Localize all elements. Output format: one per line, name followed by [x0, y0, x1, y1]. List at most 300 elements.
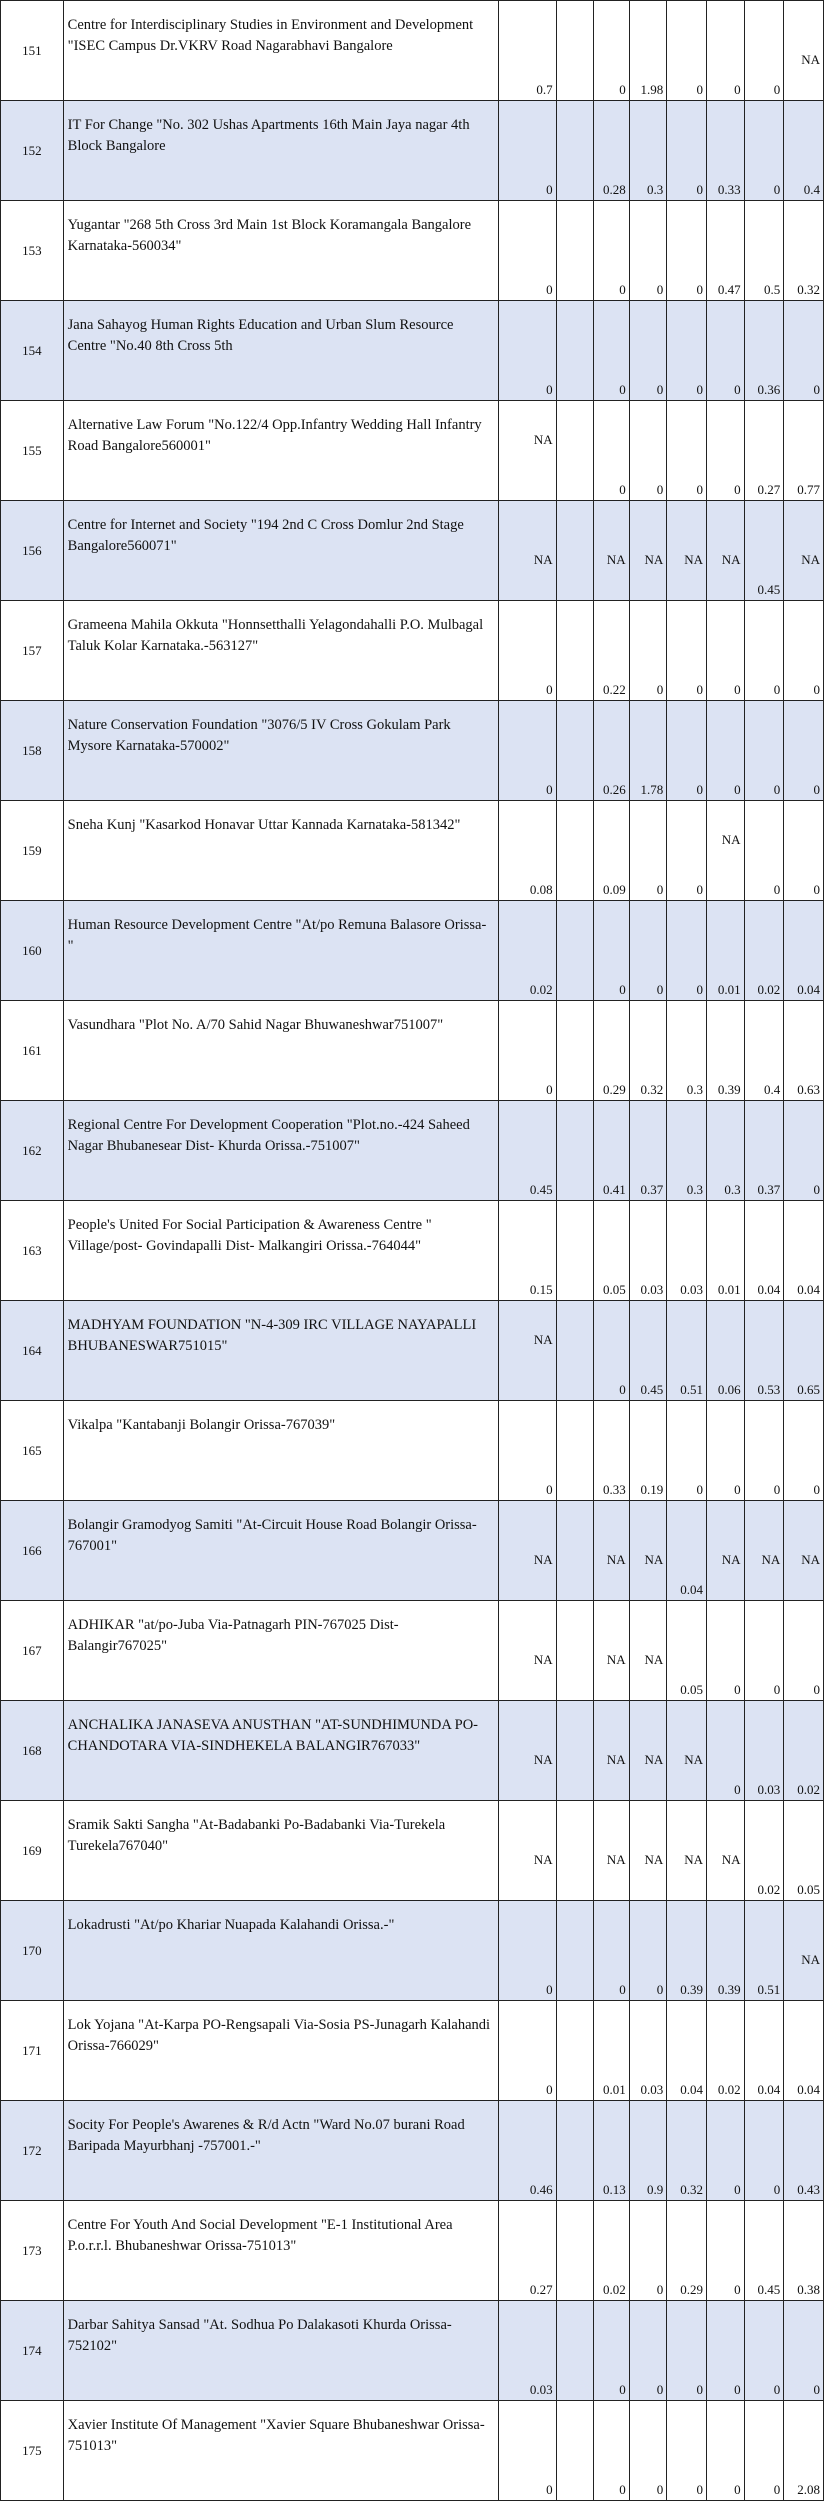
value-cell — [499, 1301, 556, 1401]
cell-value: 0.04 — [797, 982, 820, 997]
cell-value: 0.39 — [717, 1082, 741, 1097]
value-cell — [667, 301, 707, 401]
cell-value: 0.33 — [717, 182, 741, 197]
row-number: 168 — [1, 1701, 64, 1801]
organization-name-address: MADHYAM FOUNDATION "N-4-309 IRC VILLAGE NAYAPALLI BHUBANESWAR751015" — [63, 1301, 499, 1401]
cell-value: 0 — [656, 2482, 664, 2497]
value-cell — [556, 701, 594, 801]
cell-value: 0.04 — [797, 2082, 820, 2097]
cell-value: 0.03 — [529, 2382, 553, 2397]
row-number: 170 — [1, 1901, 64, 2001]
organization-name-address: Centre for Interdisciplinary Studies in Environment and Development "ISEC Campus Dr.VKRV Road Nagarabhavi Bangalore — [63, 1, 499, 101]
value-cell — [556, 301, 594, 401]
cell-value: 0 — [546, 182, 553, 197]
table-row — [1, 201, 824, 301]
value-cell — [784, 801, 824, 901]
value-cell — [556, 2001, 594, 2101]
row-number: 153 — [1, 201, 64, 301]
cell-value: 0.26 — [602, 782, 626, 797]
cell-value: 0.05 — [680, 1682, 703, 1697]
cell-value: 0 — [546, 682, 553, 697]
value-cell — [667, 1001, 707, 1101]
row-number: 154 — [1, 301, 64, 401]
value-cell — [744, 1901, 784, 2001]
cell-value: NA — [684, 552, 703, 567]
cell-value: 0.02 — [757, 1882, 781, 1897]
value-cell — [556, 2101, 594, 2201]
value-cell — [556, 801, 594, 901]
cell-value: 0.04 — [680, 1582, 703, 1597]
cell-value: 0.02 — [757, 982, 781, 997]
value-cell — [706, 2401, 744, 2501]
value-cell — [499, 2401, 556, 2501]
table-row — [1, 1, 824, 101]
cell-value: NA — [606, 552, 626, 567]
value-cell — [499, 1001, 556, 1101]
value-cell — [629, 301, 667, 401]
value-cell — [499, 101, 556, 201]
value-cell — [706, 901, 744, 1001]
value-cell — [784, 1501, 824, 1601]
organization-name-address: Xavier Institute Of Management "Xavier Square Bhubaneshwar Orissa-751013" — [63, 2401, 499, 2501]
value-cell — [629, 101, 667, 201]
value-cell — [784, 1401, 824, 1501]
cell-value: 0 — [773, 2182, 781, 2197]
cell-value: 0.05 — [602, 1282, 626, 1297]
value-cell — [706, 1601, 744, 1701]
cell-value: 0.37 — [640, 1182, 664, 1197]
value-cell — [667, 801, 707, 901]
table-row — [1, 901, 824, 1001]
value-cell — [706, 1301, 744, 1401]
cell-value: 0.02 — [797, 1782, 820, 1797]
cell-value: 0.3 — [686, 1182, 703, 1197]
value-cell — [744, 1601, 784, 1701]
value-cell — [499, 2001, 556, 2101]
value-cell — [784, 1701, 824, 1801]
value-cell — [499, 2101, 556, 2201]
cell-value: 0.09 — [602, 882, 626, 897]
value-cell — [499, 1, 556, 101]
cell-value: 0 — [619, 1982, 626, 1997]
value-cell — [667, 701, 707, 801]
cell-value: 0.3 — [686, 1082, 703, 1097]
organization-name-address: People's United For Social Participation & Awareness Centre " Village/post- Govindapalli Dist- Malkangiri Orissa.-764044" — [63, 1201, 499, 1301]
value-cell — [499, 401, 556, 501]
value-cell — [594, 1301, 630, 1401]
value-cell — [744, 301, 784, 401]
value-cell — [784, 301, 824, 401]
value-cell — [594, 1701, 630, 1801]
cell-value: NA — [606, 1852, 626, 1867]
cell-value: 0 — [696, 2382, 703, 2397]
cell-value: 0.06 — [717, 1382, 741, 1397]
cell-value: NA — [644, 1652, 664, 1667]
value-cell — [594, 1801, 630, 1901]
table-row — [1, 1301, 824, 1401]
value-cell — [706, 1001, 744, 1101]
cell-value: 0 — [619, 982, 626, 997]
cell-value: 0 — [619, 2482, 626, 2497]
cell-value: 0 — [734, 2282, 741, 2297]
table-row — [1, 401, 824, 501]
cell-value: NA — [606, 1652, 626, 1667]
value-cell — [556, 2401, 594, 2501]
organization-name-address: Yugantar "268 5th Cross 3rd Main 1st Block Koramangala Bangalore Karnataka-560034" — [63, 201, 499, 301]
cell-value: 0.38 — [797, 2282, 820, 2297]
table-row — [1, 1201, 824, 1301]
value-cell — [499, 801, 556, 901]
table-row — [1, 2201, 824, 2301]
value-cell — [667, 2101, 707, 2201]
cell-value: 0 — [773, 1482, 781, 1497]
cell-value: 0.65 — [797, 1382, 820, 1397]
cell-value: 0.9 — [647, 2182, 664, 2197]
cell-value: 2.08 — [797, 2482, 820, 2497]
cell-value: 0 — [773, 82, 781, 97]
cell-value: 0.02 — [529, 982, 553, 997]
value-cell — [784, 901, 824, 1001]
cell-value: 0 — [734, 1782, 741, 1797]
cell-value: 0.19 — [640, 1482, 664, 1497]
table-body — [1, 1, 824, 2501]
value-cell — [556, 1901, 594, 2001]
cell-value: 0 — [546, 2082, 553, 2097]
row-number: 167 — [1, 1601, 64, 1701]
value-cell — [706, 801, 744, 901]
row-number: 158 — [1, 701, 64, 801]
cell-value: NA — [644, 1752, 664, 1767]
organization-name-address: Lok Yojana "At-Karpa PO-Rengsapali Via-Sosia PS-Junagarh Kalahandi Orissa-766029" — [63, 2001, 499, 2101]
value-cell — [499, 301, 556, 401]
value-cell — [784, 1001, 824, 1101]
value-cell — [594, 901, 630, 1001]
row-number: 172 — [1, 2101, 64, 2201]
value-cell — [629, 501, 667, 601]
row-number: 159 — [1, 801, 64, 901]
cell-value: 0 — [696, 782, 703, 797]
value-cell — [744, 801, 784, 901]
cell-value: 0.47 — [717, 282, 741, 297]
cell-value: 0 — [734, 1482, 741, 1497]
value-cell — [667, 2401, 707, 2501]
cell-value: 0 — [546, 2482, 553, 2497]
value-cell — [744, 101, 784, 201]
value-cell — [499, 701, 556, 801]
value-cell — [556, 201, 594, 301]
value-cell — [667, 1401, 707, 1501]
organization-name-address: Jana Sahayog Human Rights Education and Urban Slum Resource Centre "No.40 8th Cross 5th — [63, 301, 499, 401]
row-number: 165 — [1, 1401, 64, 1501]
cell-value: NA — [533, 1752, 553, 1767]
value-cell — [667, 1, 707, 101]
cell-value: NA — [801, 1552, 820, 1567]
cell-value: 0.04 — [757, 2082, 781, 2097]
value-cell — [744, 1101, 784, 1201]
cell-value: 0 — [546, 782, 553, 797]
cell-value: NA — [606, 1752, 626, 1767]
cell-value: 0.01 — [717, 982, 741, 997]
organization-name-address: Sneha Kunj "Kasarkod Honavar Uttar Kannada Karnataka-581342" — [63, 801, 499, 901]
organization-name-address: Human Resource Development Centre "At/po Remuna Balasore Orissa-" — [63, 901, 499, 1001]
organization-name-address: Socity For People's Awarenes & R/d Actn "Ward No.07 burani Road Baripada Mayurbhanj -757001.-" — [63, 2101, 499, 2201]
row-number: 156 — [1, 501, 64, 601]
value-cell — [744, 501, 784, 601]
cell-value: 0 — [773, 2482, 781, 2497]
organization-name-address: Centre For Youth And Social Development "E-1 Institutional Area P.o.r.r.l. Bhubaneshwar Orissa-751013" — [63, 2201, 499, 2301]
value-cell — [667, 2301, 707, 2401]
organization-name-address: Darbar Sahitya Sansad "At. Sodhua Po Dalakasoti Khurda Orissa-752102" — [63, 2301, 499, 2401]
row-number: 163 — [1, 1201, 64, 1301]
value-cell — [784, 2401, 824, 2501]
cell-value: 0 — [813, 782, 820, 797]
value-cell — [667, 2201, 707, 2301]
cell-value: 0.05 — [797, 1882, 820, 1897]
cell-value: 0.32 — [640, 1082, 664, 1097]
value-cell — [629, 1701, 667, 1801]
value-cell — [594, 201, 630, 301]
value-cell — [744, 1, 784, 101]
value-cell — [629, 1601, 667, 1701]
table-row — [1, 101, 824, 201]
value-cell — [706, 1901, 744, 2001]
cell-value: 0 — [813, 2382, 820, 2397]
value-cell — [556, 1201, 594, 1301]
value-cell — [556, 2301, 594, 2401]
row-number: 164 — [1, 1301, 64, 1401]
cell-value: 0 — [813, 1182, 820, 1197]
cell-value: 0.29 — [680, 2282, 703, 2297]
value-cell — [706, 201, 744, 301]
cell-value: 0 — [656, 682, 664, 697]
value-cell — [667, 601, 707, 701]
value-cell — [784, 1, 824, 101]
value-cell — [556, 401, 594, 501]
cell-value: 0 — [773, 1682, 781, 1697]
table-row — [1, 1701, 824, 1801]
value-cell — [784, 1201, 824, 1301]
value-cell — [744, 401, 784, 501]
table-row — [1, 701, 824, 801]
value-cell — [629, 1801, 667, 1901]
value-cell — [499, 501, 556, 601]
value-cell — [556, 1801, 594, 1901]
value-cell — [556, 501, 594, 601]
cell-value: 0.32 — [797, 282, 820, 297]
value-cell — [706, 301, 744, 401]
cell-value: 0.13 — [602, 2182, 626, 2197]
value-cell — [629, 1101, 667, 1201]
cell-value: 0.27 — [529, 2282, 553, 2297]
cell-value: 0.01 — [602, 2082, 626, 2097]
value-cell — [784, 201, 824, 301]
cell-value: 0.37 — [757, 1182, 781, 1197]
cell-value: 0.4 — [803, 182, 820, 197]
value-cell — [744, 1201, 784, 1301]
cell-value: NA — [684, 1852, 703, 1867]
value-cell — [706, 1701, 744, 1801]
organization-name-address: Regional Centre For Development Cooperation "Plot.no.-424 Saheed Nagar Bhubanesear Dist- Khurda Orissa.-751007" — [63, 1101, 499, 1201]
value-cell — [667, 1901, 707, 2001]
row-number: 175 — [1, 2401, 64, 2501]
cell-value: 0 — [813, 1482, 820, 1497]
cell-value: 0 — [696, 82, 703, 97]
cell-value: 0 — [619, 82, 626, 97]
row-number: 166 — [1, 1501, 64, 1601]
organization-name-address: IT For Change "No. 302 Ushas Apartments 16th Main Jaya nagar 4th Block Bangalore — [63, 101, 499, 201]
cell-value: 0.43 — [797, 2182, 820, 2197]
value-cell — [629, 2001, 667, 2101]
cell-value: 0.15 — [529, 1282, 553, 1297]
cell-value: 0 — [546, 382, 553, 397]
cell-value: 0.04 — [757, 1282, 781, 1297]
cell-value: 0.5 — [764, 282, 781, 297]
value-cell — [594, 1101, 630, 1201]
row-number: 169 — [1, 1801, 64, 1901]
cell-value: 0 — [696, 1482, 703, 1497]
cell-value: 0 — [773, 2382, 781, 2397]
table-row — [1, 2001, 824, 2101]
row-number: 174 — [1, 2301, 64, 2401]
cell-value: 0.29 — [602, 1082, 626, 1097]
cell-value: NA — [533, 1652, 553, 1667]
cell-value: 0 — [619, 2382, 626, 2397]
table-row — [1, 2301, 824, 2401]
row-number: 151 — [1, 1, 64, 101]
cell-value: 0.36 — [757, 382, 781, 397]
value-cell — [706, 1, 744, 101]
value-cell — [667, 1601, 707, 1701]
value-cell — [667, 2001, 707, 2101]
value-cell — [594, 701, 630, 801]
value-cell — [784, 1901, 824, 2001]
cell-value: 0.03 — [757, 1782, 781, 1797]
cell-value: 0.4 — [764, 1082, 781, 1097]
value-cell — [784, 1101, 824, 1201]
value-cell — [629, 1, 667, 101]
cell-value: 0 — [734, 2482, 741, 2497]
cell-value: 0 — [813, 1682, 820, 1697]
value-cell — [744, 201, 784, 301]
cell-value: 0 — [656, 2382, 664, 2397]
value-cell — [667, 401, 707, 501]
value-cell — [706, 401, 744, 501]
cell-value: NA — [533, 1552, 553, 1567]
organization-name-address: Nature Conservation Foundation "3076/5 IV Cross Gokulam Park Mysore Karnataka-570002" — [63, 701, 499, 801]
value-cell — [784, 401, 824, 501]
value-cell — [499, 1901, 556, 2001]
cell-value: 0.45 — [757, 582, 781, 597]
cell-value: 1.78 — [640, 782, 664, 797]
cell-value: 0.22 — [602, 682, 626, 697]
cell-value: 0 — [696, 882, 703, 897]
value-cell — [629, 1401, 667, 1501]
cell-value: NA — [721, 1852, 741, 1867]
table-row — [1, 1501, 824, 1601]
value-cell — [744, 1501, 784, 1601]
value-cell — [706, 501, 744, 601]
value-cell — [499, 1101, 556, 1201]
value-cell — [706, 2001, 744, 2101]
cell-value: 0 — [734, 82, 741, 97]
cell-value: NA — [801, 1952, 820, 1967]
value-cell — [556, 1401, 594, 1501]
cell-value: 0.27 — [757, 482, 781, 497]
value-cell — [594, 1601, 630, 1701]
value-cell — [706, 1401, 744, 1501]
cell-value: 0 — [546, 282, 553, 297]
cell-value: NA — [644, 1852, 664, 1867]
table-row — [1, 2401, 824, 2501]
cell-value: 0 — [734, 682, 741, 697]
value-cell — [667, 1801, 707, 1901]
table-row — [1, 1101, 824, 1201]
cell-value: 0.41 — [602, 1182, 626, 1197]
table-row — [1, 1801, 824, 1901]
cell-value: NA — [721, 552, 741, 567]
value-cell — [594, 301, 630, 401]
organization-name-address: Centre for Internet and Society "194 2nd C Cross Domlur 2nd Stage Bangalore560071" — [63, 501, 499, 601]
value-cell — [629, 1001, 667, 1101]
row-number: 160 — [1, 901, 64, 1001]
table-row — [1, 2101, 824, 2201]
value-cell — [594, 1, 630, 101]
value-cell — [706, 1501, 744, 1601]
value-cell — [784, 2101, 824, 2201]
value-cell — [594, 1901, 630, 2001]
cell-value: 0 — [696, 982, 703, 997]
value-cell — [744, 1001, 784, 1101]
row-number: 155 — [1, 401, 64, 501]
value-cell — [594, 601, 630, 701]
cell-value: NA — [644, 552, 664, 567]
value-cell — [744, 601, 784, 701]
value-cell — [744, 701, 784, 801]
cell-value: 0.39 — [680, 1982, 703, 1997]
value-cell — [594, 501, 630, 601]
value-cell — [594, 1401, 630, 1501]
value-cell — [784, 501, 824, 601]
organization-name-address: Grameena Mahila Okkuta "Honnsetthalli Yelagondahalli P.O. Mulbagal Taluk Kolar Karnataka.-563127" — [63, 601, 499, 701]
value-cell — [594, 2201, 630, 2301]
value-cell — [744, 2401, 784, 2501]
cell-value: 0 — [773, 782, 781, 797]
cell-value: 0 — [696, 282, 703, 297]
cell-value: 0 — [546, 1082, 553, 1097]
cell-value: 0 — [656, 982, 664, 997]
cell-value: 0 — [619, 382, 626, 397]
cell-value: 0 — [773, 882, 781, 897]
cell-value: 0 — [619, 482, 626, 497]
table-row — [1, 501, 824, 601]
cell-value: 0.03 — [640, 2082, 664, 2097]
value-cell — [499, 1801, 556, 1901]
value-cell — [499, 1501, 556, 1601]
cell-value: 0.77 — [797, 482, 820, 497]
value-cell — [744, 2201, 784, 2301]
value-cell — [784, 1301, 824, 1401]
value-cell — [706, 701, 744, 801]
cell-value: NA — [533, 552, 553, 567]
cell-value: 0.39 — [717, 1982, 741, 1997]
value-cell — [594, 401, 630, 501]
value-cell — [594, 2401, 630, 2501]
value-cell — [594, 801, 630, 901]
organization-name-address: Vikalpa "Kantabanji Bolangir Orissa-767039" — [63, 1401, 499, 1501]
cell-value: 0 — [696, 482, 703, 497]
value-cell — [667, 1201, 707, 1301]
cell-value: 0.45 — [529, 1182, 553, 1197]
